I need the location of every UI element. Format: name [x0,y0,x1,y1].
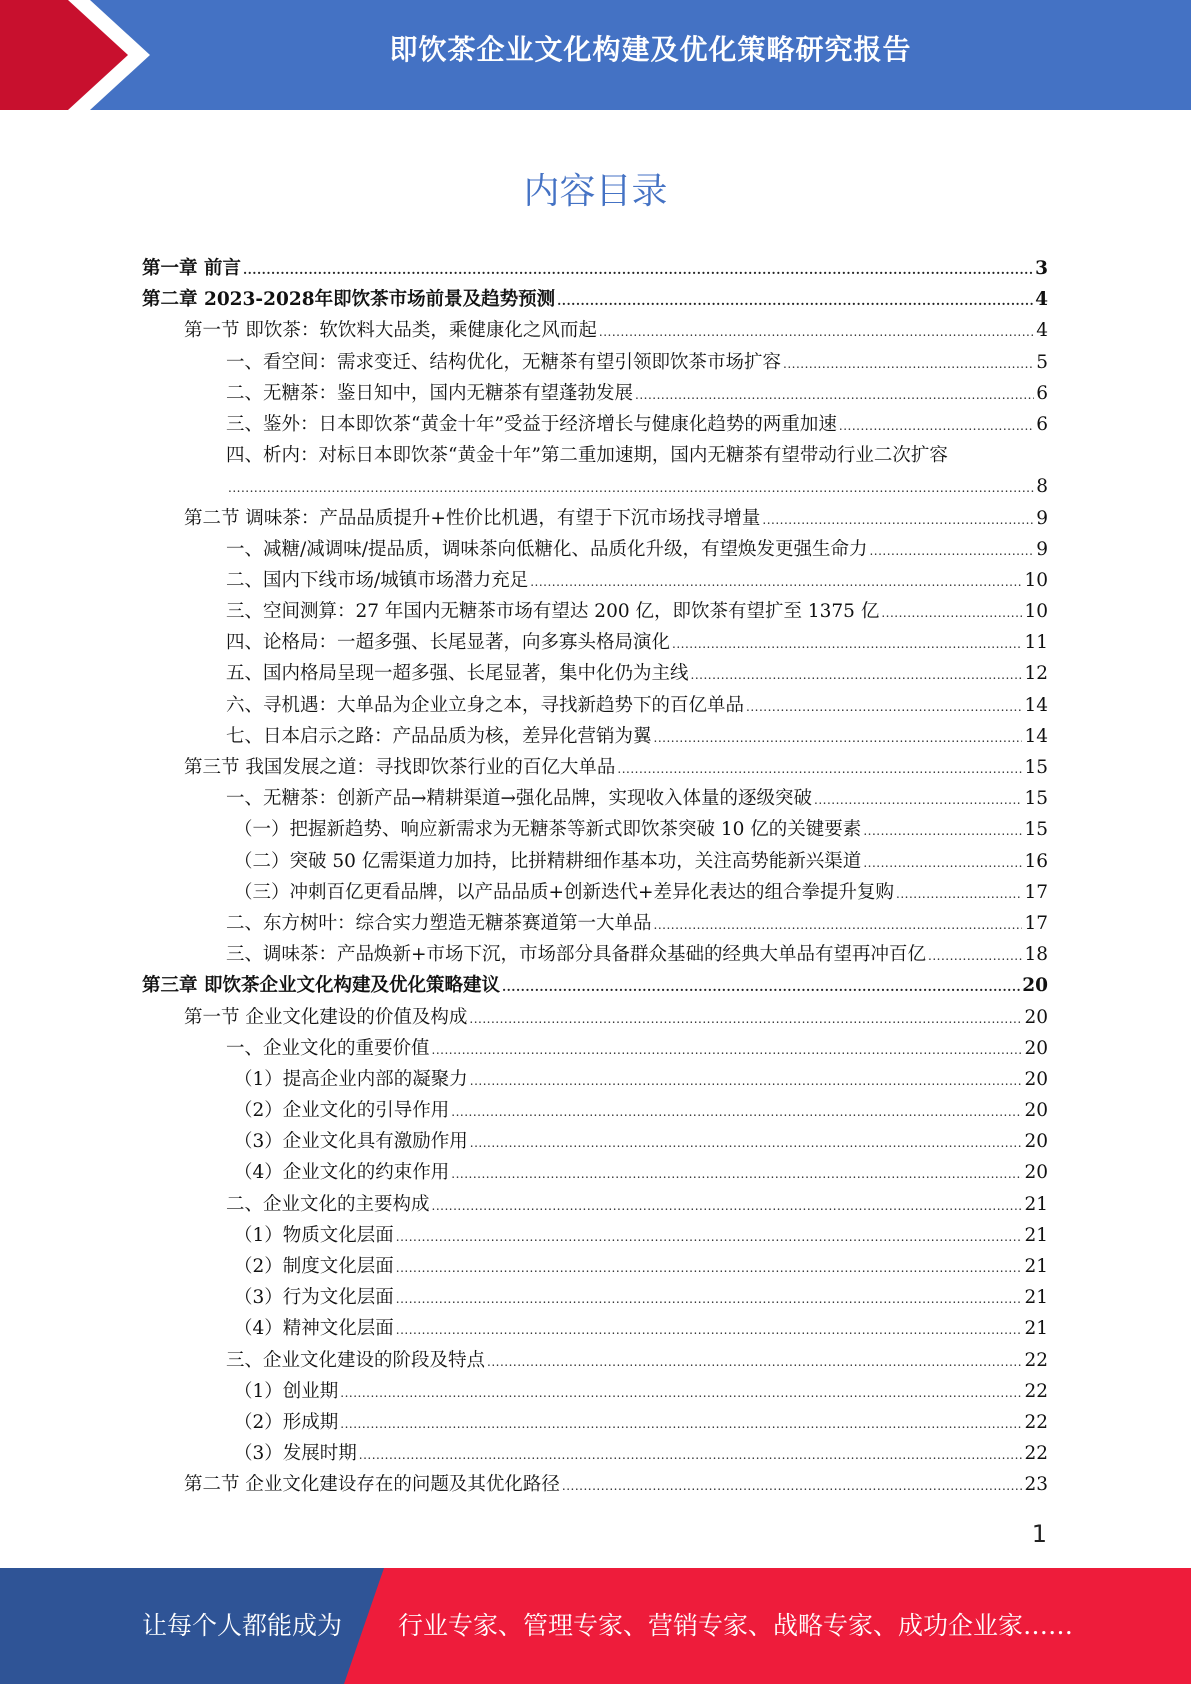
toc-leader-dots [672,629,1022,660]
toc-entry[interactable] [142,877,1048,908]
toc-entry-text: 三、空间测算：27 年国内无糖茶市场有望达 200 亿，即饮茶有望扩至 1375 亿 [226,601,880,623]
toc-entry[interactable] [142,284,1048,315]
toc-leader-dots [243,255,1033,286]
toc-page-number: 9 [1036,538,1048,560]
page-number: 1 [1031,1520,1047,1548]
toc-page-number: 14 [1024,694,1048,716]
toc-page-number: 22 [1024,1411,1048,1433]
toc-entry-text: 第二节 调味茶：产品品质提升+性价比机遇，有望于下沉市场找寻增量 [184,507,761,529]
toc-entry-text: （一）把握新趋势、响应新需求为无糖茶等新式即饮茶突破 10 亿的关键要素 [234,819,862,841]
toc-entry[interactable] [142,783,1048,814]
footer-slogan-right: 行业专家、管理专家、营销专家、战略专家、成功企业家…… [398,1611,1074,1640]
toc-entry[interactable] [142,1095,1048,1126]
toc-leader-dots [814,785,1022,816]
toc-page-number: 21 [1024,1318,1048,1340]
toc-entry[interactable] [142,846,1048,877]
toc-entry[interactable] [142,1282,1048,1313]
toc-page-number: 18 [1024,944,1048,966]
footer-slogan-left: 让每个人都能成为 [142,1611,343,1640]
toc-leader-dots [863,848,1022,879]
toc-entry[interactable] [142,721,1048,752]
toc-entry-text: 三、调味茶：产品焕新+市场下沉，市场部分具备群众基础的经典大单品有望再冲百亿 [226,944,927,966]
toc-page-number: 22 [1024,1443,1048,1465]
header-title: 即饮茶企业文化构建及优化策略研究报告 [389,33,912,66]
toc-entry[interactable] [142,1157,1048,1188]
toc-entry[interactable] [142,1220,1048,1251]
toc-entry-text: 一、企业文化的重要价值 [226,1037,430,1059]
toc-leader-dots [562,1471,1023,1502]
toc-leader-dots [599,317,1034,348]
toc-entry-text: 第二节 企业文化建设存在的问题及其优化路径 [184,1474,560,1496]
toc-entry-text: 六、寻机遇：大单品为企业立身之本，寻找新趋势下的百亿单品 [226,694,745,716]
toc-entry[interactable] [142,1033,1048,1064]
toc-page-number: 6 [1036,382,1048,404]
toc-entry[interactable] [142,970,1048,1001]
toc-entry-text: 七、日本启示之路：产品品质为核，差异化营销为翼 [226,725,652,747]
toc-page-number: 21 [1024,1224,1048,1246]
toc-entry-text: 四、论格局：一超多强、长尾显著，向多寡头格局演化 [226,632,671,654]
toc-entry-text: （2）企业文化的引导作用 [234,1100,450,1122]
toc-page-number: 20 [1024,1100,1048,1122]
toc-leader-dots [654,910,1023,941]
toc-entry-text: （二）突破 50 亿需渠道力加持，比拼精耕细作基本功，关注高势能新兴渠道 [234,850,862,872]
toc-leader-dots [340,1378,1022,1409]
toc-entry-text: （2）制度文化层面 [234,1256,394,1278]
toc-entry[interactable] [142,315,1048,346]
toc-page-number: 16 [1024,850,1048,872]
toc-page-number: 8 [1036,476,1048,498]
toc-entry-text: 一、减糖/减调味/提品质，调味茶向低糖化、品质化升级，有望焕发更强生命力 [226,538,868,560]
toc-leader-dots [470,1128,1023,1159]
header-chevron-decoration [0,0,150,110]
toc-entry[interactable] [142,908,1048,939]
toc-page-number: 4 [1035,289,1048,311]
toc-page-number: 22 [1024,1349,1048,1371]
toc-entry[interactable] [142,1189,1048,1220]
toc-entry[interactable] [142,1002,1048,1033]
toc-leader-dots [451,1159,1022,1190]
toc-entry-text: （2）形成期 [234,1411,339,1433]
toc-page-number: 5 [1036,351,1048,373]
toc-entry[interactable] [142,1407,1048,1438]
toc-page-number: 4 [1036,320,1048,342]
toc-page-number: 6 [1036,413,1048,435]
toc-entry-text: 第一章 前言 [142,258,241,279]
toc-entry-text: 五、国内格局呈现一超多强、长尾显著，集中化仍为主线 [226,663,689,685]
toc-entry-text: 二、企业文化的主要构成 [226,1193,430,1215]
toc-page-number: 17 [1024,881,1048,903]
toc-leader-dots [396,1253,1023,1284]
toc-page-number: 14 [1024,725,1048,747]
toc-leader-dots [863,816,1022,847]
toc-leader-dots [502,972,1020,1003]
toc-page-number: 15 [1024,757,1048,779]
toc-leader-dots [869,536,1034,567]
toc-page-number: 15 [1024,788,1048,810]
toc-leader-dots [881,598,1022,629]
toc-entry-text: （1）创业期 [234,1380,339,1402]
toc-leader-dots [396,1284,1023,1315]
toc-entry[interactable] [142,1126,1048,1157]
toc-entry[interactable] [142,253,1048,284]
toc-entry[interactable] [142,565,1048,596]
page-footer [0,1568,1191,1684]
toc-entry-text: 二、东方树叶：综合实力塑造无糖茶赛道第一大单品 [226,912,652,934]
toc-entry[interactable] [142,1345,1048,1376]
toc-entry-text: 第二章 2023-2028年即饮茶市场前景及趋势预测 [142,289,556,311]
toc-entry[interactable] [142,440,1048,502]
toc-entry-text: （4）企业文化的约束作用 [234,1162,450,1184]
toc-page-number: 23 [1024,1474,1048,1496]
toc-entry-text: 三、企业文化建设的阶段及特点 [226,1349,486,1371]
toc-leader-dots [635,380,1034,411]
toc-entry-text: 一、无糖茶：创新产品→精耕渠道→强化品牌，实现收入体量的逐级突破 [226,788,813,810]
toc-entry-text: 一、看空间：需求变迁、结构优化，无糖茶有望引领即饮茶市场扩容 [226,351,782,373]
toc-entry[interactable] [142,1376,1048,1407]
toc-page-number: 20 [1024,1006,1048,1028]
toc-page-number: 11 [1024,632,1048,654]
toc-leader-dots [451,1097,1022,1128]
toc-entry-text: 第三章 即饮茶企业文化构建及优化策略建议 [142,975,500,997]
toc-page-number: 10 [1024,569,1048,591]
toc-page-number: 15 [1024,819,1048,841]
toc-entry[interactable] [142,752,1048,783]
toc-leader-dots [557,286,1033,317]
toc-entry-text: 三、鉴外：日本即饮茶“黄金十年”受益于经济增长与健康化趋势的两重加速 [226,413,837,435]
toc-page-number: 21 [1024,1193,1048,1215]
toc-leader-dots [783,349,1034,380]
toc-leader-dots [839,411,1034,442]
toc-page-number: 20 [1024,1068,1048,1090]
toc-leader-dots [928,941,1022,972]
toc-leader-dots [396,1315,1023,1346]
toc-leader-dots [654,723,1023,754]
toc-leader-dots [432,1035,1023,1066]
toc-entry[interactable] [142,534,1048,565]
toc-entry-text: （1）提高企业内部的凝聚力 [234,1068,468,1090]
toc-entry[interactable] [142,1438,1048,1469]
toc-entry[interactable] [142,378,1048,409]
toc-leader-dots [359,1440,1023,1471]
toc-leader-dots [340,1409,1022,1440]
toc-entry-text: （1）物质文化层面 [234,1224,394,1246]
toc-leader-dots [530,567,1022,598]
toc-page-number: 10 [1024,601,1048,623]
toc-page-number: 20 [1024,1037,1048,1059]
toc-leader-dots [617,754,1022,785]
toc-entry[interactable] [142,503,1048,534]
toc-entry[interactable] [142,596,1048,627]
toc-leader-dots [896,879,1022,910]
toc-page-number: 21 [1024,1256,1048,1278]
toc-leader-dots [396,1222,1023,1253]
toc-entry[interactable] [142,627,1048,658]
toc-entry-text: （4）精神文化层面 [234,1318,394,1340]
toc-entry[interactable] [142,1064,1048,1095]
toc-entry[interactable] [142,1313,1048,1344]
page-header [0,0,1191,110]
table-of-contents [142,253,1048,1501]
toc-entry[interactable] [142,814,1048,845]
toc-entry-text: （3）发展时期 [234,1443,357,1465]
toc-leader-dots [487,1347,1022,1378]
toc-page-number: 3 [1035,258,1048,279]
toc-entry[interactable] [142,690,1048,721]
toc-entry-text: （三）冲刺百亿更看品牌，以产品品质+创新迭代+差异化表达的组合拳提升复购 [234,881,895,903]
toc-leader-dots [228,473,1034,504]
toc-leader-dots [470,1066,1023,1097]
toc-entry[interactable] [142,1251,1048,1282]
toc-entry[interactable] [142,409,1048,440]
toc-leader-dots [432,1191,1023,1222]
toc-page-number: 9 [1036,507,1048,529]
toc-entry-text: 第一节 企业文化建设的价值及构成 [184,1006,468,1028]
toc-page-number: 20 [1022,975,1048,997]
toc-entry-text: 第一节 即饮茶：软饮料大品类，乘健康化之风而起 [184,320,597,342]
toc-entry-text: 四、析内：对标日本即饮茶“黄金十年”第二重加速期，国内无糖茶有望带动行业二次扩容 [226,445,948,467]
toc-leader-dots [691,660,1023,691]
toc-entry[interactable] [142,658,1048,689]
toc-entry-text: （3）行为文化层面 [234,1287,394,1309]
toc-entry-text: 二、无糖茶：鉴日知中，国内无糖茶有望蓬勃发展 [226,382,634,404]
toc-entry[interactable] [142,1469,1048,1500]
toc-page-number: 17 [1024,912,1048,934]
toc-entry-text: 第三节 我国发展之道：寻找即饮茶行业的百亿大单品 [184,757,616,779]
toc-entry-text: 二、国内下线市场/城镇市场潜力充足 [226,569,529,591]
toc-title: 内容目录 [523,171,668,212]
toc-leader-dots [469,1004,1022,1035]
toc-page-number: 21 [1024,1287,1048,1309]
toc-page-number: 20 [1024,1131,1048,1153]
toc-leader-dots [746,692,1022,723]
toc-entry[interactable] [142,347,1048,378]
toc-entry[interactable] [142,939,1048,970]
toc-entry-text: （3）企业文化具有激励作用 [234,1131,468,1153]
toc-page-number: 20 [1024,1162,1048,1184]
toc-page-number: 22 [1024,1380,1048,1402]
toc-leader-dots [762,505,1034,536]
toc-page-number: 12 [1024,663,1048,685]
